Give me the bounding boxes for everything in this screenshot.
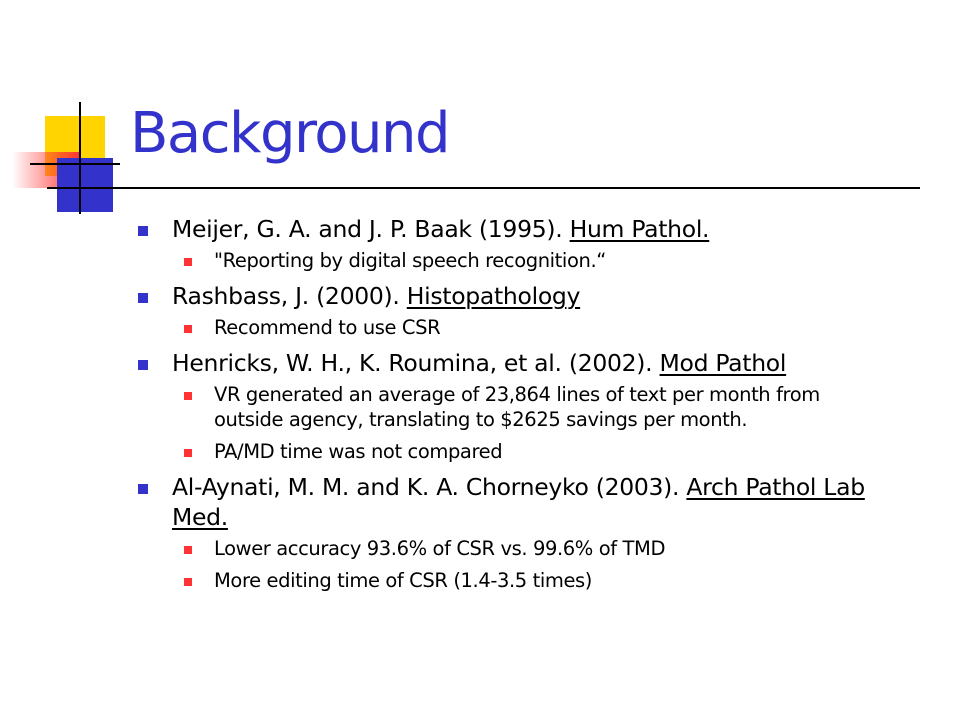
sub-bullet-item bbox=[172, 315, 868, 340]
sub-bullet-list bbox=[172, 315, 868, 340]
sub-bullet-icon bbox=[184, 325, 192, 333]
sub-bullet-icon bbox=[184, 449, 192, 457]
sub-bullet-icon bbox=[184, 578, 192, 586]
sub-bullet-icon bbox=[184, 258, 192, 266]
reference-citation: Meijer, G. A. and J. P. Baak (1995). bbox=[172, 215, 570, 243]
reference-citation: Henricks, W. H., K. Roumina, et al. (2002). bbox=[172, 349, 660, 377]
sub-bullet-text: More editing time of CSR (1.4-3.5 times) bbox=[214, 569, 593, 592]
sub-bullet-list bbox=[172, 382, 868, 464]
decor-vertical-line bbox=[79, 102, 81, 214]
journal-name: Mod Pathol bbox=[659, 349, 787, 377]
sub-bullet-item bbox=[172, 536, 868, 561]
sub-bullet-icon bbox=[184, 546, 192, 554]
reference-item bbox=[138, 348, 868, 464]
sub-bullet-list bbox=[172, 536, 868, 593]
sub-bullet-text: "Reporting by digital speech recognition.“ bbox=[214, 249, 606, 272]
journal-name: Arch Pathol Lab Med. bbox=[172, 473, 865, 531]
reference-item bbox=[138, 214, 868, 273]
sub-bullet-icon bbox=[184, 392, 192, 400]
square-bullet-icon bbox=[138, 360, 148, 370]
slide-title: Background bbox=[130, 101, 450, 166]
reference-text bbox=[172, 348, 868, 378]
journal-name: Histopathology bbox=[406, 282, 581, 310]
reference-text bbox=[172, 472, 868, 532]
sub-bullet-item bbox=[172, 248, 868, 273]
reference-text bbox=[172, 214, 868, 244]
square-bullet-icon bbox=[138, 226, 148, 236]
decor-horizontal-line bbox=[30, 163, 120, 165]
reference-citation: Al-Aynati, M. M. and K. A. Chorneyko (2003). bbox=[172, 473, 687, 501]
sub-bullet-item bbox=[172, 382, 868, 432]
sub-bullet-item bbox=[172, 439, 868, 464]
square-bullet-icon bbox=[138, 293, 148, 303]
sub-bullet-text: VR generated an average of 23,864 lines of text per month from outside agency, translating to $2625 savings per month. bbox=[214, 383, 820, 431]
journal-name: Hum Pathol. bbox=[569, 215, 710, 243]
reference-item bbox=[138, 281, 868, 340]
reference-citation: Rashbass, J. (2000). bbox=[172, 282, 407, 310]
reference-item bbox=[138, 472, 868, 593]
square-bullet-icon bbox=[138, 484, 148, 494]
sub-bullet-list bbox=[172, 248, 868, 273]
decor-blue-square bbox=[57, 158, 113, 212]
sub-bullet-item bbox=[172, 568, 868, 593]
bullet-list bbox=[138, 214, 868, 601]
reference-text bbox=[172, 281, 868, 311]
sub-bullet-text: PA/MD time was not compared bbox=[214, 440, 503, 463]
title-rule bbox=[47, 187, 920, 189]
sub-bullet-text: Recommend to use CSR bbox=[214, 316, 441, 339]
sub-bullet-text: Lower accuracy 93.6% of CSR vs. 99.6% of TMD bbox=[214, 537, 666, 560]
